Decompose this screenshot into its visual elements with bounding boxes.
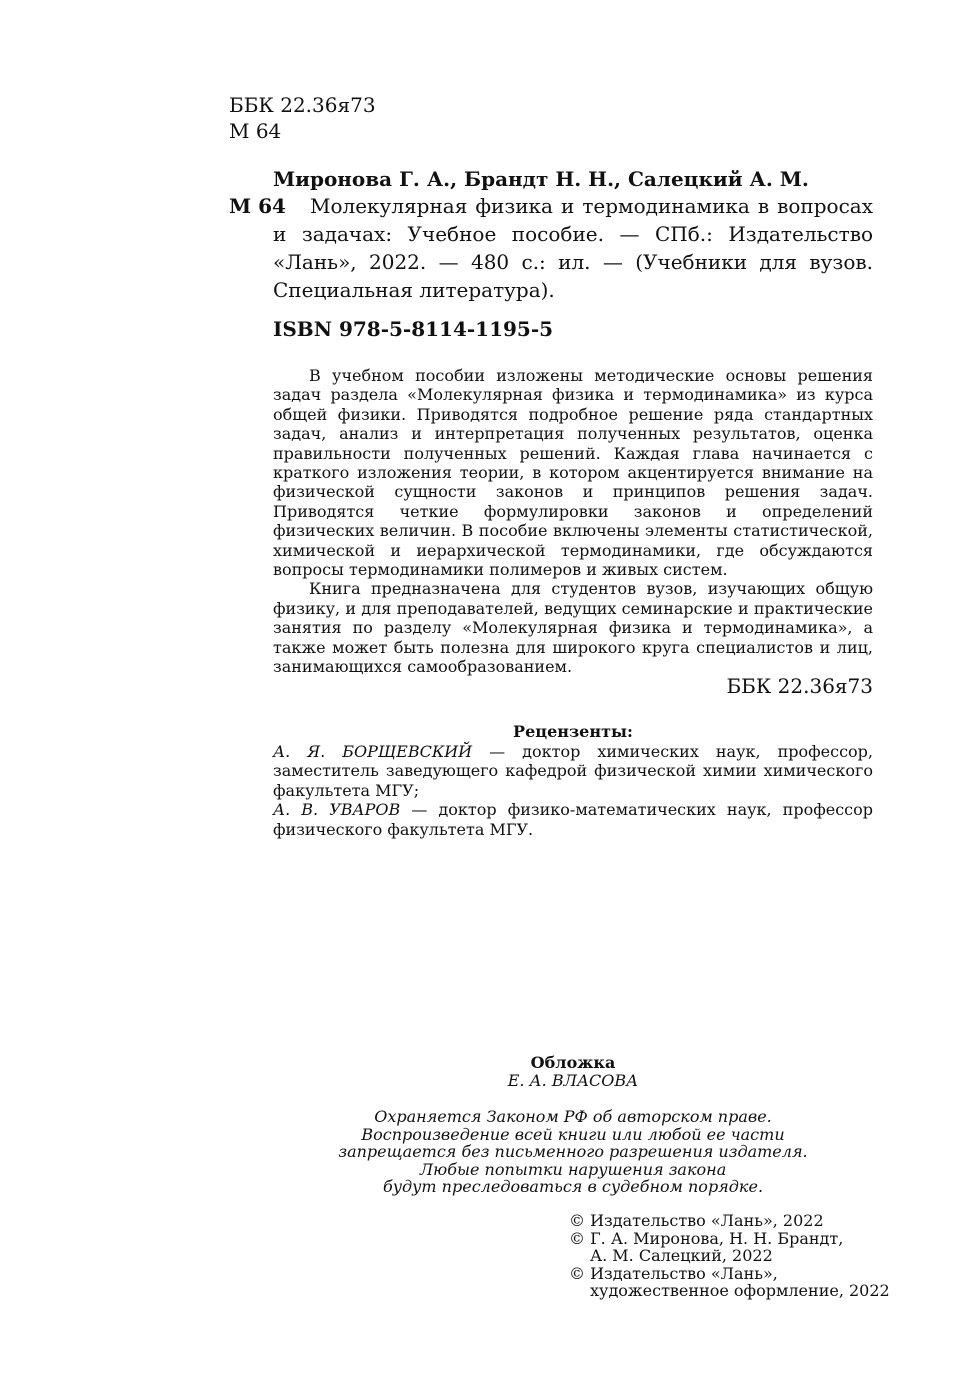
notice-line: Любые попытки нарушения закона bbox=[419, 1159, 727, 1179]
reviewer-description: — доктор физико-математических наук, профессор физического факультета МГУ. bbox=[273, 800, 874, 839]
bibliographic-citation: Молекулярная физика и термодинамика в вопросах и задачах: Учебное пособие. — СПб.: Издательство «Лань», 2022. — 480 с.: ил. — (Учебники для вузов. Специальная литература). bbox=[273, 194, 873, 302]
notice-line: Воспроизведение всей книги или любой ее части bbox=[361, 1124, 785, 1144]
reviewer-entry bbox=[273, 800, 873, 839]
copyright-design-cont: художественное оформление, 2022 bbox=[590, 1281, 890, 1301]
cover-label: Обложка bbox=[530, 1053, 616, 1072]
cover-artist: Е. А. ВЛАСОВА bbox=[507, 1071, 639, 1090]
author-sign: М 64 bbox=[229, 119, 282, 143]
copyright-design: © Издательство «Лань», bbox=[569, 1263, 778, 1283]
authors-line: Миронова Г. А., Брандт Н. Н., Салецкий А. М. bbox=[273, 167, 809, 191]
isbn: ISBN 978-5-8114-1195-5 bbox=[273, 317, 554, 341]
bbk-code-right: ББК 22.36я73 bbox=[726, 674, 873, 698]
annotation-paragraph: Книга предназначена для студентов вузов, изучающих общую физику, и для преподавателей, ведущих семинарские и практические занятия по разделу «Молекулярная физика и термодинамика», а также может быть полезна для широкого круга специалистов и лиц, занимающихся самообразованием. bbox=[273, 579, 873, 677]
reviewer-description: — доктор химических наук, профессор, заместитель заведующего кафедрой физической химии химического факультета МГУ; bbox=[273, 741, 874, 800]
cover-credit bbox=[273, 1054, 873, 1090]
bbk-classification-block bbox=[229, 92, 376, 144]
citation-code: М 64 bbox=[229, 194, 286, 218]
annotation-paragraph: В учебном пособии изложены методические основы решения задач раздела «Молекулярная физика и термодинамика» из курса общей физики. Приводятся подробное решение ряда стандартных задач, анализ и интерпретация полученных результатов, оценка правильности полученных решений. Каждая глава начинается с краткого изложения теории, в котором акцентируется внимание на физической сущности законов и принципов решения задач. Приводятся четкие формулировки законов и определений физических величин. В пособие включены элементы статистической, химической и иерархической термодинамики, где обсуждаются вопросы термодинамики полимеров и живых систем. bbox=[273, 366, 873, 580]
reviewer-name: А. Я. БОРЩЕВСКИЙ bbox=[273, 741, 473, 761]
notice-line: запрещается без письменного разрешения издателя. bbox=[338, 1142, 808, 1161]
reviewers-heading: Рецензенты: bbox=[513, 722, 633, 741]
annotation bbox=[273, 366, 873, 677]
copyright-publisher: © Издательство «Лань», 2022 bbox=[569, 1211, 824, 1230]
bbk-code: ББК 22.36я73 bbox=[229, 93, 376, 117]
reviewers-block bbox=[273, 722, 873, 839]
notice-line: Охраняется Законом РФ об авторском праве. bbox=[374, 1107, 772, 1126]
reviewer-name: А. В. УВАРОВ bbox=[273, 800, 401, 819]
copyright-notice bbox=[273, 1108, 873, 1196]
notice-line: будут преследоваться в судебном порядке. bbox=[382, 1177, 764, 1196]
copyright-authors: © Г. А. Миронова, Н. Н. Брандт, bbox=[569, 1228, 844, 1248]
reviewer-entry bbox=[273, 742, 873, 801]
copyright-authors-cont: А. М. Салецкий, 2022 bbox=[590, 1246, 773, 1266]
copyright-holders bbox=[569, 1212, 890, 1300]
